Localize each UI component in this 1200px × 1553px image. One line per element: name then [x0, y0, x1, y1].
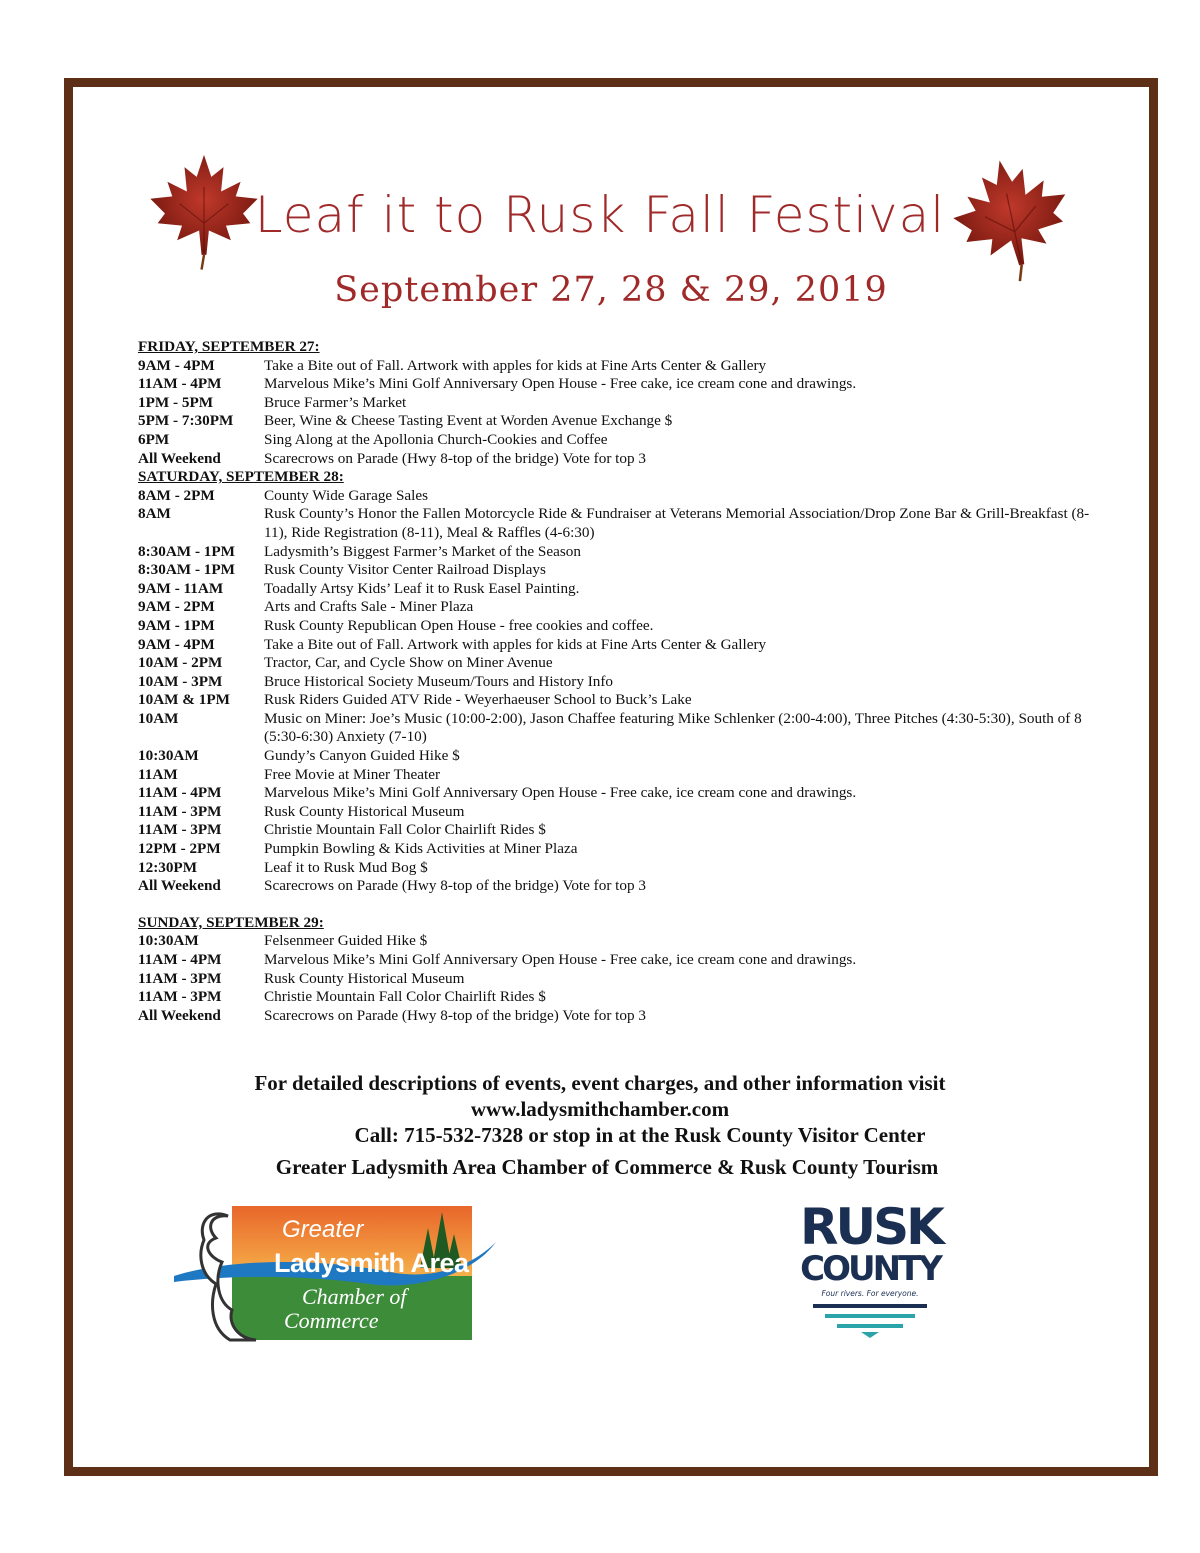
- festival-dates: September 27, 28 & 29, 2019: [334, 270, 888, 310]
- event-time: 11AM - 4PM: [138, 375, 222, 393]
- rusk-logo-waves: [805, 1300, 935, 1340]
- event-time: All Weekend: [138, 877, 221, 895]
- event-row: [138, 431, 1098, 450]
- event-row: [138, 375, 1098, 394]
- event-desc: Christie Mountain Fall Color Chairlift Rides $: [264, 988, 546, 1006]
- event-row: [138, 840, 1098, 859]
- event-row: [138, 1007, 1098, 1026]
- event-desc: Leaf it to Rusk Mud Bog $: [264, 858, 428, 876]
- event-time: 6PM: [138, 430, 170, 448]
- event-time: 10:30AM: [138, 747, 199, 765]
- event-time: All Weekend: [138, 449, 221, 467]
- event-row: [138, 747, 1098, 766]
- footer-call-line: Call: 715-532-7328 or stop in at the Rusk County Visitor Center: [354, 1123, 926, 1147]
- event-row: [138, 932, 1098, 951]
- event-row: [138, 598, 1098, 617]
- chamber-logo-line2: Ladysmith Area: [274, 1248, 469, 1278]
- event-row: [138, 970, 1098, 989]
- event-row: [138, 859, 1098, 878]
- event-row: [138, 710, 1098, 747]
- event-time: All Weekend: [138, 1006, 221, 1024]
- event-row: [138, 357, 1098, 376]
- rusk-logo-line1: RUSK: [800, 1198, 942, 1256]
- event-time: 9AM - 2PM: [138, 598, 215, 616]
- event-row: [138, 412, 1098, 431]
- event-time: 8:30AM - 1PM: [138, 561, 235, 579]
- event-desc: Rusk County Historical Museum: [264, 802, 465, 820]
- day-heading: SATURDAY, SEPTEMBER 28:: [138, 468, 344, 486]
- event-time: 11AM - 4PM: [138, 951, 222, 968]
- footer-info-line: For detailed descriptions of events, event charges, and other information visit: [254, 1071, 946, 1095]
- event-desc: Rusk County’s Honor the Fallen Motorcycle Ride & Fundraiser at Veterans Memorial Association/Drop Zone Bar & Grill-Breakfast (8-11), Ride Registration (8-11), Meal & Raffles (4-6:30): [264, 505, 1090, 541]
- rusk-county-logo: [800, 1198, 942, 1343]
- event-time: 9AM - 1PM: [138, 616, 215, 634]
- event-time: 10AM & 1PM: [138, 691, 230, 709]
- event-row: [138, 450, 1098, 469]
- event-time: 8AM - 2PM: [138, 486, 215, 504]
- event-desc: Tractor, Car, and Cycle Show on Miner Avenue: [264, 654, 553, 672]
- event-desc: Felsenmeer Guided Hike $: [264, 932, 428, 950]
- chamber-logo-line3: Chamber of: [302, 1284, 407, 1309]
- event-time: 9AM - 11AM: [138, 579, 224, 597]
- day-heading: SUNDAY, SEPTEMBER 29:: [138, 913, 324, 931]
- event-time: 8AM: [138, 505, 171, 523]
- event-row: [138, 617, 1098, 636]
- event-row: [138, 988, 1098, 1007]
- event-row: [138, 580, 1098, 599]
- event-desc: Marvelous Mike’s Mini Golf Anniversary Open House - Free cake, ice cream cone and drawings.: [264, 375, 857, 393]
- event-desc: Rusk County Visitor Center Railroad Displays: [264, 561, 546, 579]
- event-desc: Music on Miner: Joe’s Music (10:00-2:00), Jason Chaffee featuring Mike Schlenker (2:00-4:00), Three Pitches (4:30-5:30), South of 8 (5:30-6:30) Anxiety (7-10): [264, 709, 1082, 746]
- event-desc: Marvelous Mike’s Mini Golf Anniversary Open House - Free cake, ice cream cone and drawings.: [264, 951, 857, 968]
- event-desc: County Wide Garage Sales: [264, 486, 429, 504]
- event-time: 10AM - 3PM: [138, 672, 223, 690]
- chamber-logo-line1: Greater: [282, 1216, 364, 1243]
- spacer: [138, 896, 1098, 914]
- event-desc: Rusk Riders Guided ATV Ride - Weyerhaeuser School to Buck’s Lake: [264, 691, 692, 709]
- event-row: [138, 543, 1098, 562]
- schedule: [138, 338, 1098, 1025]
- event-desc: Marvelous Mike’s Mini Golf Anniversary Open House - Free cake, ice cream cone and drawings.: [264, 784, 857, 802]
- event-time: 11AM - 3PM: [138, 821, 222, 839]
- event-time: 9AM - 4PM: [138, 635, 215, 653]
- event-desc: Sing Along at the Apollonia Church-Cookies and Coffee: [264, 430, 608, 448]
- event-desc: Beer, Wine & Cheese Tasting Event at Worden Avenue Exchange $: [264, 412, 673, 430]
- event-desc: Scarecrows on Parade (Hwy 8-top of the bridge) Vote for top 3: [264, 877, 646, 895]
- event-row: [138, 877, 1098, 896]
- event-desc: Rusk County Republican Open House - free cookies and coffee.: [264, 616, 654, 634]
- event-desc: Ladysmith’s Biggest Farmer’s Market of the Season: [264, 542, 581, 560]
- event-desc: Bruce Historical Society Museum/Tours and History Info: [264, 672, 614, 690]
- event-row: [138, 784, 1098, 803]
- chamber-logo: [170, 1198, 500, 1346]
- event-desc: Pumpkin Bowling & Kids Activities at Miner Plaza: [264, 840, 578, 858]
- event-time: 9AM - 4PM: [138, 356, 215, 374]
- event-row: [138, 505, 1098, 542]
- event-desc: Bruce Farmer’s Market: [264, 393, 407, 411]
- event-time: 10AM - 2PM: [138, 654, 223, 672]
- event-row: [138, 654, 1098, 673]
- event-desc: Arts and Crafts Sale - Miner Plaza: [264, 598, 474, 616]
- event-row: [138, 691, 1098, 710]
- event-row: [138, 803, 1098, 822]
- event-desc: Christie Mountain Fall Color Chairlift Rides $: [264, 821, 546, 839]
- event-time: 11AM - 3PM: [138, 969, 222, 987]
- event-time: 10AM: [138, 709, 179, 727]
- event-desc: Scarecrows on Parade (Hwy 8-top of the bridge) Vote for top 3: [264, 449, 646, 467]
- event-row: [138, 766, 1098, 785]
- event-row: [138, 951, 1098, 970]
- event-time: 5PM - 7:30PM: [138, 412, 234, 430]
- event-desc: Toadally Artsy Kids’ Leaf it to Rusk Easel Painting.: [264, 579, 580, 597]
- event-time: 11AM - 4PM: [138, 784, 222, 802]
- event-time: 12:30PM: [138, 858, 198, 876]
- event-time: 11AM - 3PM: [138, 802, 222, 820]
- footer-organizers: Greater Ladysmith Area Chamber of Commerce & Rusk County Tourism: [275, 1155, 939, 1179]
- event-desc: Take a Bite out of Fall. Artwork with apples for kids at Fine Arts Center & Gallery: [264, 635, 767, 653]
- event-row: [138, 394, 1098, 413]
- event-time: 8:30AM - 1PM: [138, 542, 235, 560]
- event-row: [138, 673, 1098, 692]
- event-desc: Gundy’s Canyon Guided Hike $: [264, 747, 460, 765]
- event-desc: Take a Bite out of Fall. Artwork with apples for kids at Fine Arts Center & Gallery: [264, 356, 767, 374]
- event-row: [138, 636, 1098, 655]
- event-time: 1PM - 5PM: [138, 393, 214, 411]
- event-time: 11AM: [138, 765, 178, 783]
- page-title: Leaf it to Rusk Fall Festival: [254, 186, 946, 244]
- rusk-logo-tagline: Four rivers. For everyone.: [821, 1289, 919, 1298]
- event-time: 10:30AM: [138, 932, 199, 950]
- event-time: 12PM - 2PM: [138, 840, 221, 858]
- event-desc: Scarecrows on Parade (Hwy 8-top of the bridge) Vote for top 3: [264, 1006, 646, 1024]
- event-time: 11AM - 3PM: [138, 988, 222, 1006]
- event-row: [138, 487, 1098, 506]
- chamber-logo-line4: Commerce: [284, 1308, 379, 1333]
- event-desc: Free Movie at Miner Theater: [264, 765, 440, 783]
- event-row: [138, 561, 1098, 580]
- footer-website-link[interactable]: www.ladysmithchamber.com: [470, 1097, 730, 1121]
- event-desc: Rusk County Historical Museum: [264, 969, 465, 987]
- day-heading: FRIDAY, SEPTEMBER 27:: [138, 338, 320, 355]
- rusk-logo-line2: COUNTY: [800, 1249, 940, 1289]
- event-row: [138, 821, 1098, 840]
